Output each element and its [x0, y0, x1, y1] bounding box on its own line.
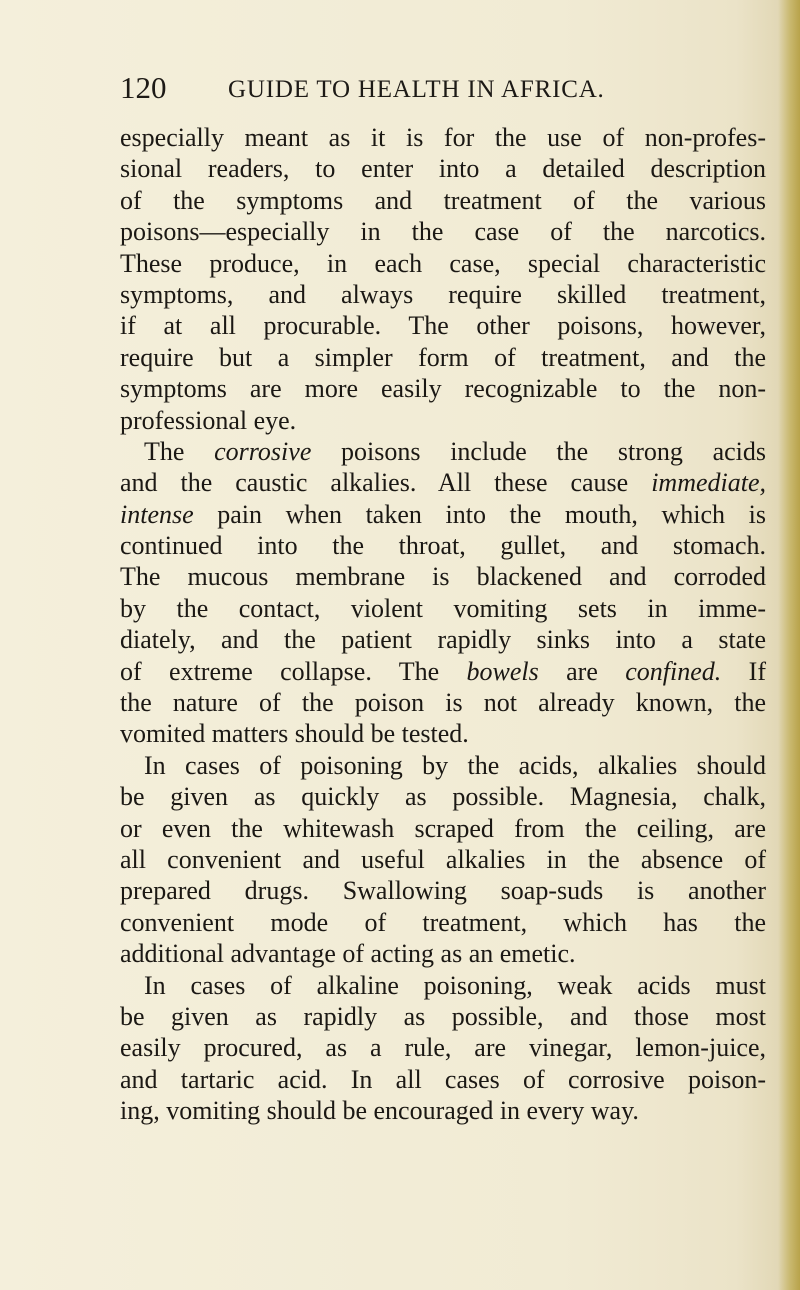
text-line: diately, and the patient rapidly sinks into a state	[120, 625, 766, 655]
text-line: easily procured, as a rule, are vinegar, lemon-juice,	[120, 1033, 766, 1063]
text-line: additional advantage of acting as an emetic.	[120, 939, 576, 969]
text-line: of extreme collapse. The bowels are confined. If	[120, 656, 766, 686]
text-line: and the caustic alkalies. All these cause immediate,	[120, 468, 766, 498]
text-line: These produce, in each case, special characteristic	[120, 248, 766, 278]
text-line: prepared drugs. Swallowing soap-suds is another	[120, 876, 766, 906]
italic-confined: confined.	[625, 656, 722, 686]
text-line: intense pain when taken into the mouth, which is	[120, 499, 766, 529]
text-line: especially meant as it is for the use of non-profes-	[120, 123, 766, 152]
text-line: professional eye.	[120, 405, 297, 435]
text-line: symptoms, and always require skilled treatment,	[120, 279, 766, 309]
text-line: all convenient and useful alkalies in the absence of	[120, 844, 766, 874]
text-line: be given as rapidly as possible, and those most	[120, 1001, 766, 1031]
page-header	[120, 70, 760, 114]
text-line: continued into the throat, gullet, and stomach.	[120, 531, 766, 561]
text-line: or even the whitewash scraped from the ceiling, are	[120, 813, 766, 843]
text-line: the nature of the poison is not already known, the	[120, 688, 766, 718]
text-line: symptoms are more easily recognizable to the non-	[120, 374, 766, 404]
text-line: The corrosive poisons include the strong acids	[144, 436, 766, 466]
page-number: 120	[120, 70, 167, 105]
running-head: GUIDE TO HEALTH IN AFRICA.	[228, 76, 605, 103]
text-line: In cases of poisoning by the acids, alkalies should	[144, 750, 766, 780]
text-line: by the contact, violent vomiting sets in imme-	[120, 593, 766, 623]
text-line: of the symptoms and treatment of the various	[120, 185, 766, 215]
text-line: poisons—especially in the case of the narcotics.	[120, 217, 766, 247]
italic-intense: intense	[120, 499, 194, 529]
italic-corrosive: corrosive	[214, 436, 312, 466]
text-line: require but a simpler form of treatment, and the	[120, 342, 766, 372]
text-line: ing, vomiting should be encouraged in every way.	[120, 1096, 639, 1126]
text-line: and tartaric acid. In all cases of corrosive poison-	[120, 1064, 766, 1094]
text-line: The mucous membrane is blackened and corroded	[120, 562, 766, 592]
text-line: vomited matters should be tested.	[120, 719, 469, 749]
page-edge-shadow	[778, 0, 800, 1290]
text-line: be given as quickly as possible. Magnesia, chalk,	[120, 782, 766, 812]
italic-bowels: bowels	[466, 656, 539, 686]
text-line: if at all procurable. The other poisons, however,	[120, 311, 766, 341]
text-line: convenient mode of treatment, which has the	[120, 907, 766, 937]
italic-immediate: immediate,	[651, 468, 766, 498]
text-line: In cases of alkaline poisoning, weak acids must	[144, 970, 766, 1000]
body-text	[120, 122, 766, 1127]
text-line: sional readers, to enter into a detailed description	[120, 154, 766, 184]
